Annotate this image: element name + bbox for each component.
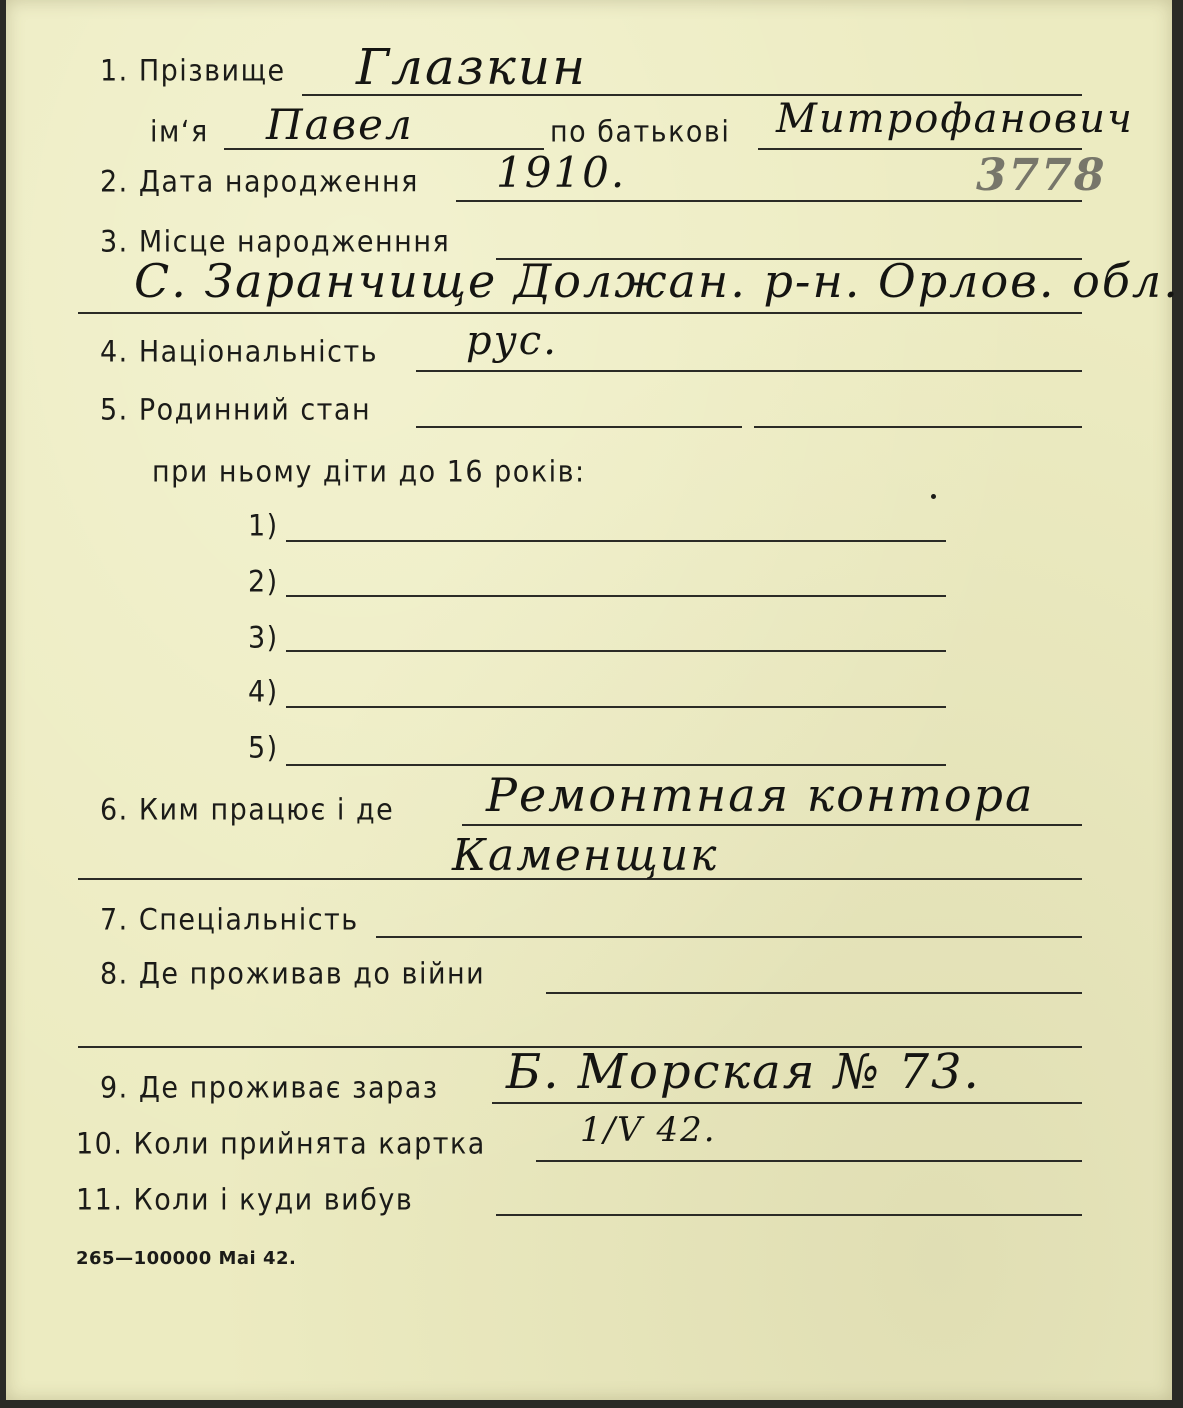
- registration-card: [6, 0, 1180, 1400]
- hw-nationality: рус.: [466, 318, 558, 364]
- child-2-label: 2): [248, 565, 279, 599]
- hw-work-position: Каменщик: [452, 830, 719, 881]
- hw-card-date: 1/V 42.: [580, 1110, 717, 1150]
- label-speciality: 7. Спеціальність: [100, 903, 359, 937]
- line-speciality: [376, 936, 1082, 938]
- label-patronymic: по батькові: [550, 115, 731, 149]
- hw-card-number: 3778: [976, 150, 1107, 201]
- line-marital-status-2: [754, 426, 1082, 428]
- line-departed: [496, 1214, 1082, 1216]
- line-prewar-residence-1: [546, 992, 1082, 994]
- child-1-label: 1): [248, 509, 279, 543]
- line-child-3: [286, 650, 946, 652]
- line-birth-place-2: [78, 312, 1082, 314]
- print-code: 265—100000 Mai 42.: [76, 1248, 297, 1269]
- label-work: 6. Ким працює і де: [100, 793, 395, 827]
- hw-birth-place: С. Заранчище Должан. р-н. Орлов. обл.: [134, 254, 1180, 308]
- line-nationality: [416, 370, 1082, 372]
- hw-patronymic: Митрофанович: [776, 96, 1134, 142]
- line-current-residence: [492, 1102, 1082, 1104]
- label-current-residence: 9. Де проживає зараз: [100, 1071, 439, 1105]
- line-child-1: [286, 540, 946, 542]
- label-birth-date: 2. Дата народження: [100, 165, 419, 199]
- label-surname: 1. Прізвище: [100, 54, 286, 88]
- label-nationality: 4. Національність: [100, 335, 379, 369]
- line-work-1: [462, 824, 1082, 826]
- hw-surname: Глазкин: [356, 38, 588, 96]
- label-children: при ньому діти до 16 років:: [152, 455, 586, 489]
- label-prewar-residence: 8. Де проживав до війни: [100, 957, 486, 991]
- line-marital-status-1: [416, 426, 742, 428]
- hw-birth-year: 1910.: [496, 148, 627, 197]
- line-card-accepted: [536, 1160, 1082, 1162]
- label-card-accepted: 10. Коли прийнята картка: [76, 1127, 486, 1161]
- label-name: ім‘я: [150, 115, 209, 149]
- child-5-label: 5): [248, 731, 279, 765]
- hw-work-place: Ремонтная контора: [486, 768, 1035, 822]
- label-birth-place: 3. Місце народженння: [100, 225, 451, 259]
- label-departed: 11. Коли і куди вибув: [76, 1183, 414, 1217]
- label-marital-status: 5. Родинний стан: [100, 393, 372, 427]
- hw-name: Павел: [266, 100, 414, 149]
- line-child-2: [286, 595, 946, 597]
- hw-current-address: Б. Морская № 73.: [506, 1044, 981, 1100]
- line-child-5: [286, 764, 946, 766]
- ink-dot: [931, 494, 936, 499]
- line-child-4: [286, 706, 946, 708]
- child-3-label: 3): [248, 621, 279, 655]
- child-4-label: 4): [248, 675, 279, 709]
